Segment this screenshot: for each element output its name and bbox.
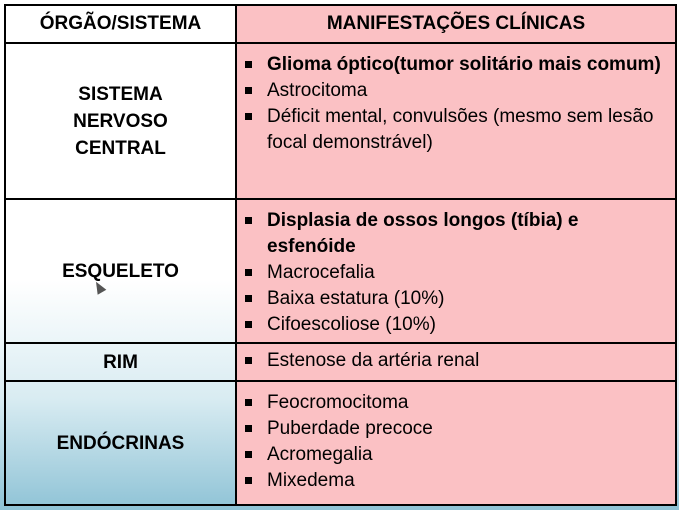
square-bullet-icon	[245, 269, 252, 276]
item-text: Displasia de ossos longos (tíbia) e esfenóide	[267, 210, 579, 257]
organ-line: SISTEMA	[78, 83, 163, 105]
item-text: Puberdade precoce	[267, 418, 433, 439]
square-bullet-icon	[245, 217, 252, 224]
manifestations-cell-esqueleto	[236, 199, 676, 343]
header-row	[5, 5, 676, 43]
list-item	[243, 468, 669, 494]
list-item	[243, 52, 669, 78]
list-item	[243, 442, 669, 468]
manifestation-list	[237, 200, 675, 342]
list-item	[243, 260, 669, 286]
header-manifestations: MANIFESTAÇÕES CLÍNICAS	[236, 5, 676, 43]
list-item	[243, 312, 669, 338]
organ-cell-esqueleto	[5, 199, 236, 343]
organ-cell-snc	[5, 43, 236, 199]
manifestations-cell-snc	[236, 43, 676, 199]
list-item	[243, 78, 669, 104]
square-bullet-icon	[245, 399, 252, 406]
list-item	[243, 208, 669, 260]
list-item	[243, 348, 669, 374]
square-bullet-icon	[245, 477, 252, 484]
item-text: Estenose da artéria renal	[267, 350, 480, 371]
item-text: Feocromocitoma	[267, 392, 409, 413]
clinical-manifestations-table	[4, 4, 677, 506]
item-text: Baixa estatura (10%)	[267, 288, 445, 309]
square-bullet-icon	[245, 425, 252, 432]
list-item	[243, 286, 669, 312]
manifestations-cell-endocrinas	[236, 381, 676, 505]
list-item	[243, 416, 669, 442]
list-item	[243, 104, 669, 156]
organ-cell-endocrinas	[5, 381, 236, 505]
item-text: Acromegalia	[267, 444, 373, 465]
item-text: Astrocitoma	[267, 80, 368, 101]
square-bullet-icon	[245, 451, 252, 458]
table-row-snc	[5, 43, 676, 199]
organ-line: CENTRAL	[75, 137, 166, 159]
square-bullet-icon	[245, 295, 252, 302]
square-bullet-icon	[245, 61, 252, 68]
square-bullet-icon	[245, 357, 252, 364]
table-row-endocrinas	[5, 381, 676, 505]
square-bullet-icon	[245, 113, 252, 120]
square-bullet-icon	[245, 321, 252, 328]
item-text: Mixedema	[267, 470, 355, 491]
item-text: Glioma óptico(tumor solitário mais comum)	[267, 54, 661, 75]
table-row-rim	[5, 343, 676, 381]
header-organ: ÓRGÃO/SISTEMA	[5, 5, 236, 43]
manifestation-list	[237, 44, 675, 160]
organ-line: ENDÓCRINAS	[56, 432, 185, 454]
organ-cell-rim	[5, 343, 236, 381]
manifestation-list	[237, 344, 675, 378]
list-item	[243, 390, 669, 416]
item-text: Déficit mental, convulsões (mesmo sem lesão focal demonstrável)	[267, 106, 654, 153]
item-text: Macrocefalia	[267, 262, 375, 283]
manifestation-list	[237, 382, 675, 498]
organ-line: ESQUELETO	[62, 260, 179, 282]
square-bullet-icon	[245, 87, 252, 94]
table-row-esqueleto	[5, 199, 676, 343]
organ-line: NERVOSO	[73, 110, 168, 132]
item-text: Cifoescoliose (10%)	[267, 314, 436, 335]
organ-line: RIM	[103, 351, 138, 373]
manifestations-cell-rim	[236, 343, 676, 381]
